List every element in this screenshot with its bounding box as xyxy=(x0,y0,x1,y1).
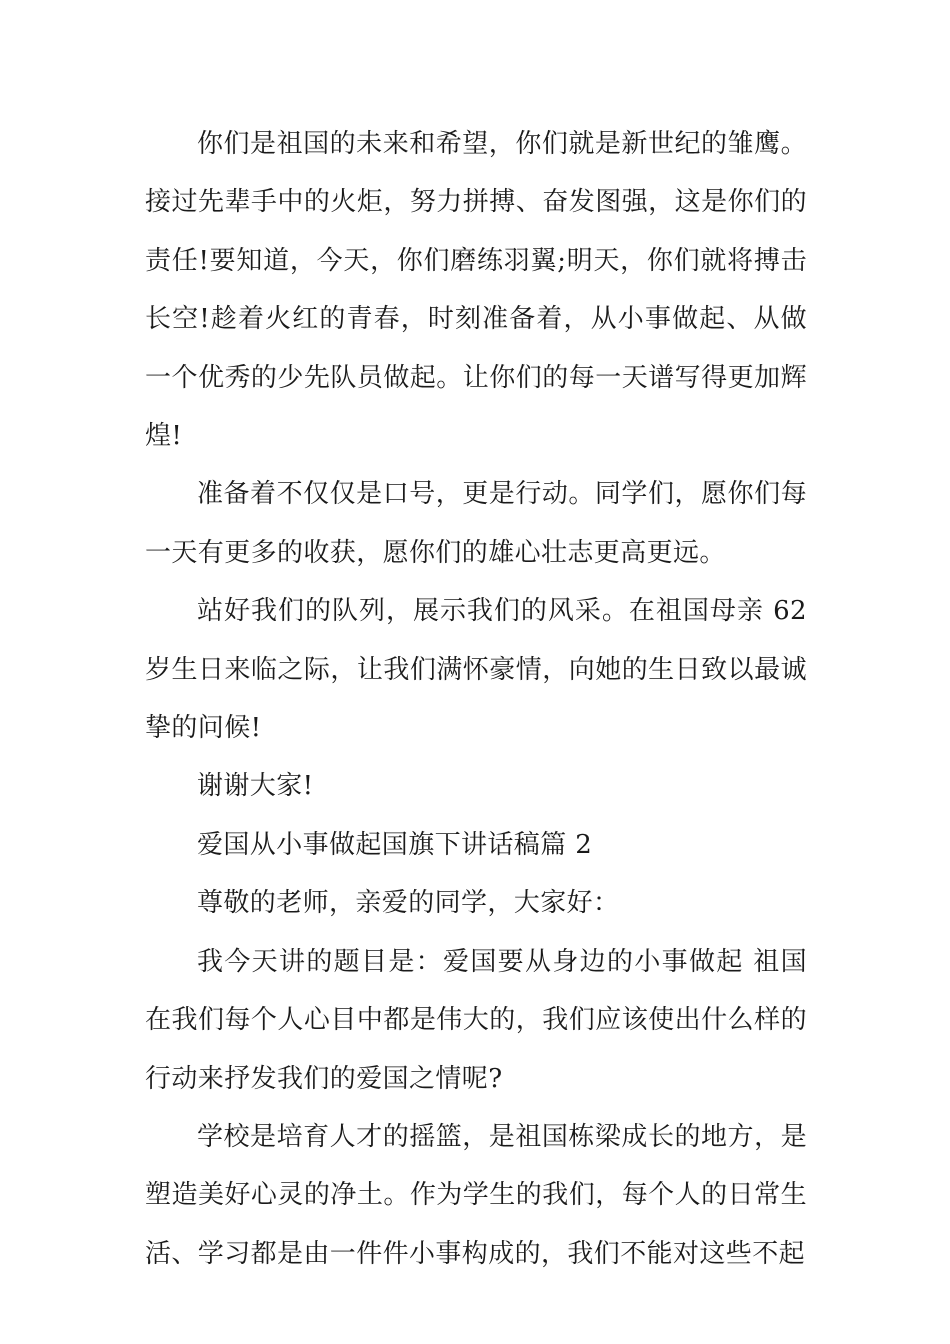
paragraph-school: 学校是培育人才的摇篮，是祖国栋梁成长的地方，是塑造美好心灵的净土。作为学生的我们，每个人的日常生活、学习都是由一件件小事构成的，我们不能对这些不起 xyxy=(145,1121,807,1269)
paragraph-thanks: 谢谢大家! xyxy=(197,771,314,802)
paragraph-greeting: 尊敬的老师，亲爱的同学，大家好： xyxy=(197,888,620,919)
section-title: 爱国从小事做起国旗下讲话稿篇 2 xyxy=(197,829,593,860)
paragraph-motherland-birthday: 站好我们的队列，展示我们的风采。在祖国母亲 62 岁生日来临之际，让我们满怀豪情，向她的生日致以最诚挚的问候! xyxy=(145,596,807,744)
document-body xyxy=(145,115,807,1283)
paragraph-topic: 我今天讲的题目是：爱国要从身边的小事做起 祖国在我们每个人心目中都是伟大的，我们应该使出什么样的行动来抒发我们的爱国之情呢? xyxy=(145,946,807,1094)
paragraph-be-prepared: 准备着不仅仅是口号，更是行动。同学们，愿你们每一天有更多的收获，愿你们的雄心壮志更高更远。 xyxy=(145,479,807,568)
paragraph-future-hope: 你们是祖国的未来和希望，你们就是新世纪的雏鹰。接过先辈手中的火炬，努力拼搏、奋发图强，这是你们的责任!要知道，今天，你们磨练羽翼;明天，你们就将搏击长空!趁着火红的青春，时刻准备着，从小事做起、从做一个优秀的少先队员做起。让你们的每一天谱写得更加辉煌! xyxy=(145,129,807,452)
